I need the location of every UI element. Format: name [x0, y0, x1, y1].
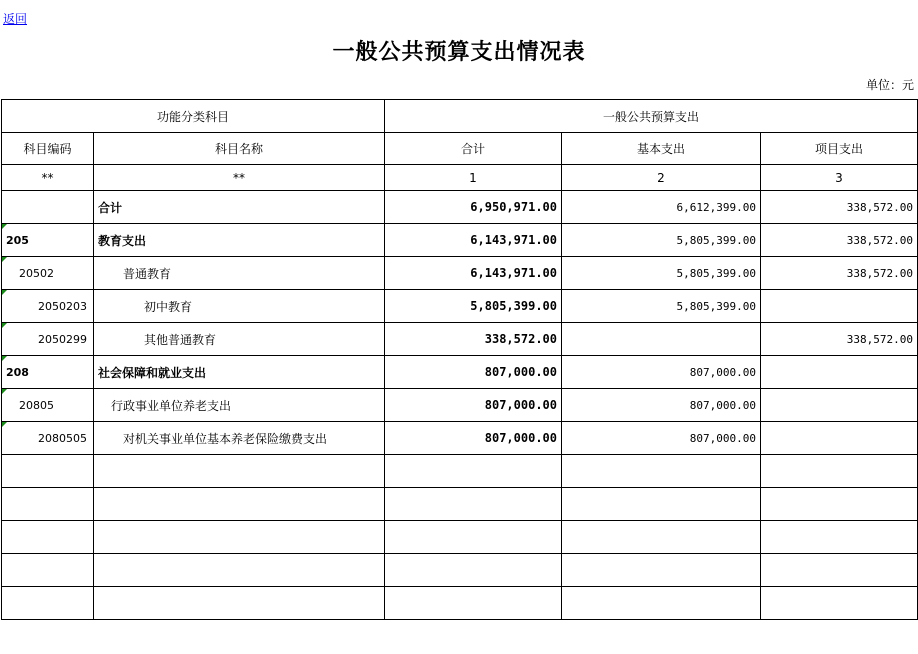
cell-marker-icon — [2, 323, 7, 328]
group-header-functional: 功能分类科目 — [2, 100, 385, 133]
cell-marker-icon — [2, 389, 7, 394]
row-project — [761, 290, 918, 323]
index-name: ** — [94, 165, 385, 191]
row-name: 对机关事业单位基本养老保险缴费支出 — [94, 422, 385, 455]
budget-table — [1, 99, 918, 620]
empty-row — [2, 488, 918, 521]
col-header-project: 项目支出 — [761, 133, 918, 165]
group-header-budget: 一般公共预算支出 — [385, 100, 918, 133]
column-header-row — [2, 133, 918, 165]
empty-row — [2, 554, 918, 587]
back-link[interactable]: 返回 — [3, 12, 28, 26]
row-basic: 807,000.00 — [562, 356, 761, 389]
row-project — [761, 422, 918, 455]
page-title: 一般公共预算支出情况表 — [332, 39, 586, 65]
index-code: ** — [2, 165, 94, 191]
row-total: 6,143,971.00 — [385, 224, 562, 257]
row-total: 338,572.00 — [385, 323, 562, 356]
row-code: 2080505 — [2, 422, 94, 455]
row-code: 20502 — [2, 257, 94, 290]
group-header-row — [2, 100, 918, 133]
table-row — [2, 290, 918, 323]
col-header-basic: 基本支出 — [562, 133, 761, 165]
index-project: 3 — [761, 165, 918, 191]
row-basic — [562, 323, 761, 356]
row-code: 205 — [2, 224, 94, 257]
row-project — [761, 389, 918, 422]
table-row — [2, 422, 918, 455]
row-project: 338,572.00 — [761, 224, 918, 257]
row-name: 普通教育 — [94, 257, 385, 290]
row-total: 5,805,399.00 — [385, 290, 562, 323]
cell-marker-icon — [2, 290, 7, 295]
row-project: 338,572.00 — [761, 191, 918, 224]
index-basic: 2 — [562, 165, 761, 191]
row-project: 338,572.00 — [761, 257, 918, 290]
empty-row — [2, 587, 918, 620]
row-code: 20805 — [2, 389, 94, 422]
row-total: 807,000.00 — [385, 389, 562, 422]
index-total: 1 — [385, 165, 562, 191]
cell-marker-icon — [2, 422, 7, 427]
empty-row — [2, 521, 918, 554]
unit-label: 单位：元 — [865, 78, 914, 92]
row-name: 教育支出 — [94, 224, 385, 257]
row-name: 合计 — [94, 191, 385, 224]
table-row — [2, 389, 918, 422]
row-basic: 5,805,399.00 — [562, 290, 761, 323]
row-name: 初中教育 — [94, 290, 385, 323]
row-basic: 5,805,399.00 — [562, 257, 761, 290]
col-header-code: 科目编码 — [2, 133, 94, 165]
table-row — [2, 191, 918, 224]
col-header-total: 合计 — [385, 133, 562, 165]
index-row — [2, 165, 918, 191]
table-row — [2, 257, 918, 290]
row-name: 社会保障和就业支出 — [94, 356, 385, 389]
cell-marker-icon — [2, 356, 7, 361]
row-code — [2, 191, 94, 224]
col-header-name: 科目名称 — [94, 133, 385, 165]
table-row — [2, 323, 918, 356]
row-total: 6,143,971.00 — [385, 257, 562, 290]
row-basic: 807,000.00 — [562, 422, 761, 455]
cell-marker-icon — [2, 224, 7, 229]
row-name: 其他普通教育 — [94, 323, 385, 356]
row-basic: 6,612,399.00 — [562, 191, 761, 224]
empty-row — [2, 455, 918, 488]
row-basic: 5,805,399.00 — [562, 224, 761, 257]
row-total: 6,950,971.00 — [385, 191, 562, 224]
table-row — [2, 356, 918, 389]
row-basic: 807,000.00 — [562, 389, 761, 422]
row-name: 行政事业单位养老支出 — [94, 389, 385, 422]
row-total: 807,000.00 — [385, 422, 562, 455]
row-code: 2050203 — [2, 290, 94, 323]
cell-marker-icon — [2, 257, 7, 262]
row-total: 807,000.00 — [385, 356, 562, 389]
row-code: 208 — [2, 356, 94, 389]
table-row — [2, 224, 918, 257]
row-code: 2050299 — [2, 323, 94, 356]
row-project: 338,572.00 — [761, 323, 918, 356]
row-project — [761, 356, 918, 389]
